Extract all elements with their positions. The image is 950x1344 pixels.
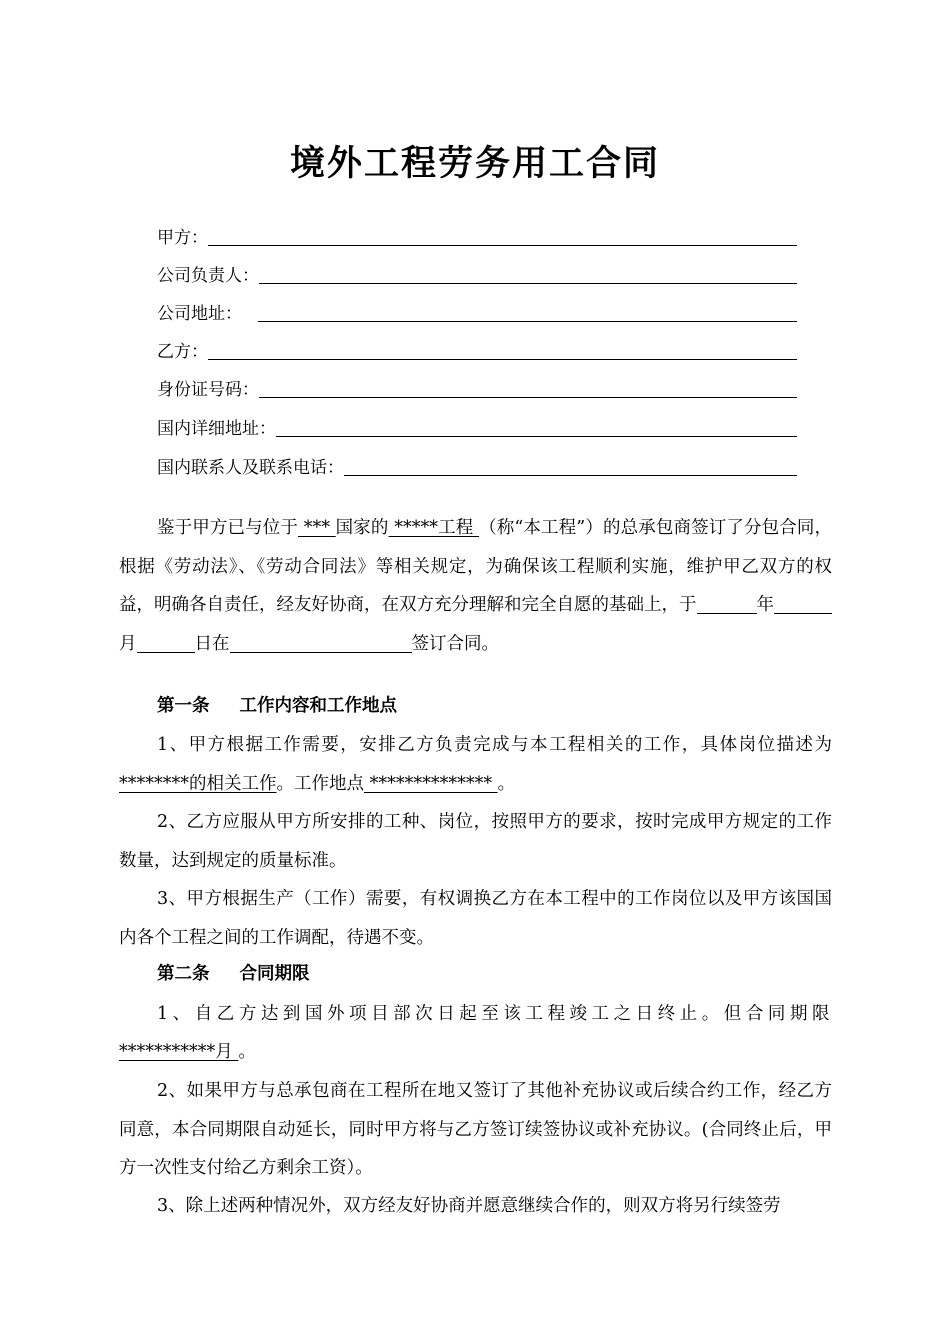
company-head-field — [157, 260, 797, 288]
intro-paragraph — [119, 509, 832, 663]
id-number-label: 身份证号码： — [157, 380, 259, 400]
party-a-field — [157, 222, 797, 250]
company-head-input-line[interactable] — [259, 263, 797, 284]
contract-term: ***********月 — [119, 1042, 239, 1062]
job-description: ********的相关工作 — [119, 773, 277, 794]
domestic-contact-field — [157, 452, 797, 480]
month-blank[interactable] — [774, 593, 832, 614]
company-head-label: 公司负责人： — [157, 266, 259, 286]
work-location: ************** — [364, 773, 498, 794]
domestic-address-field — [157, 413, 797, 441]
party-a-input-line[interactable] — [208, 225, 797, 246]
clause-text: 。工作地点 — [276, 773, 364, 794]
day-label: 日在 — [194, 633, 230, 654]
article-1-heading — [157, 694, 397, 718]
article-2-clause-2: 2、如果甲方与总承包商在工程所在地又签订了其他补充协议或后续合约工作，经乙方同意，本合同期限自动延长，同时甲方将与乙方签订续签协议或补充协议。(合同终止后，甲方一次性支付给乙方剩余工资）。 — [119, 1081, 832, 1178]
party-a-label: 甲方： — [157, 228, 208, 248]
place-blank[interactable] — [230, 632, 412, 653]
party-b-label: 乙方： — [157, 342, 208, 362]
id-number-field — [157, 374, 797, 402]
company-address-label: 公司地址： — [157, 304, 242, 324]
article-1-clause-2: 2、乙方应服从甲方所安排的工种、岗位，按照甲方的要求，按时完成甲方规定的工作数量，达到规定的质量标准。 — [119, 812, 832, 871]
article-2-clause-1 — [119, 995, 832, 1034]
domestic-contact-input-line[interactable] — [344, 455, 797, 476]
domestic-address-input-line[interactable] — [276, 416, 797, 437]
year-blank[interactable] — [697, 593, 757, 614]
article-1-clause-1 — [119, 726, 832, 803]
clause-text: 。 — [497, 773, 516, 794]
party-b-field — [157, 336, 797, 364]
intro-project: *****工程 — [388, 518, 480, 538]
article-2-title: 合同期限 — [239, 964, 310, 984]
domestic-address-label: 国内详细地址： — [157, 419, 276, 439]
article-2-clause-1-cont — [119, 1033, 832, 1072]
clause-text: 1、自乙方达到国外项目部次日起至该工程竣工之日终止。但合同期限 — [157, 1004, 832, 1024]
intro-end: 签订合同。 — [411, 633, 499, 654]
domestic-contact-label: 国内联系人及联系电话： — [157, 458, 344, 478]
intro-text: （称“本工程”）的总承包商签订了分包合同，根据《劳动法》、《劳动合同法》等相关规定，为确保该工程顺利实施，维护甲乙双方的权益，明确各自责任，经友好协商，在双方充分理解和完全自愿的基础上，于 — [119, 518, 832, 615]
intro-text: 国家的 — [335, 518, 389, 538]
company-address-field — [157, 298, 797, 326]
day-blank[interactable] — [137, 632, 195, 653]
year-label: 年 — [756, 595, 774, 615]
article-2-clause-3: 3、除上述两种情况外，双方经友好协商并愿意继续合作的，则双方将另行续签劳 — [157, 1196, 781, 1216]
id-number-input-line[interactable] — [259, 377, 797, 398]
article-2-number: 第二条 — [157, 964, 210, 984]
article-1-number: 第一条 — [157, 696, 210, 716]
party-b-input-line[interactable] — [208, 339, 797, 360]
article-2-heading — [157, 962, 310, 986]
article-1-clause-3: 3、甲方根据生产（工作）需要，有权调换乙方在本工程中的工作岗位以及甲方该国国内各个工程之间的工作调配，待遇不变。 — [119, 889, 832, 948]
month-label: 月 — [119, 633, 137, 654]
document-title: 境外工程劳务用工合同 — [289, 143, 660, 184]
intro-country: *** — [298, 518, 336, 538]
clause-text: 。 — [238, 1042, 256, 1062]
clause-text: 1、甲方根据工作需要，安排乙方负责完成与本工程相关的工作，具体岗位描述为 — [157, 735, 832, 755]
intro-text: 鉴于甲方已与位于 — [157, 518, 299, 538]
company-address-input-line[interactable] — [258, 301, 797, 322]
article-1-title: 工作内容和工作地点 — [239, 696, 397, 716]
